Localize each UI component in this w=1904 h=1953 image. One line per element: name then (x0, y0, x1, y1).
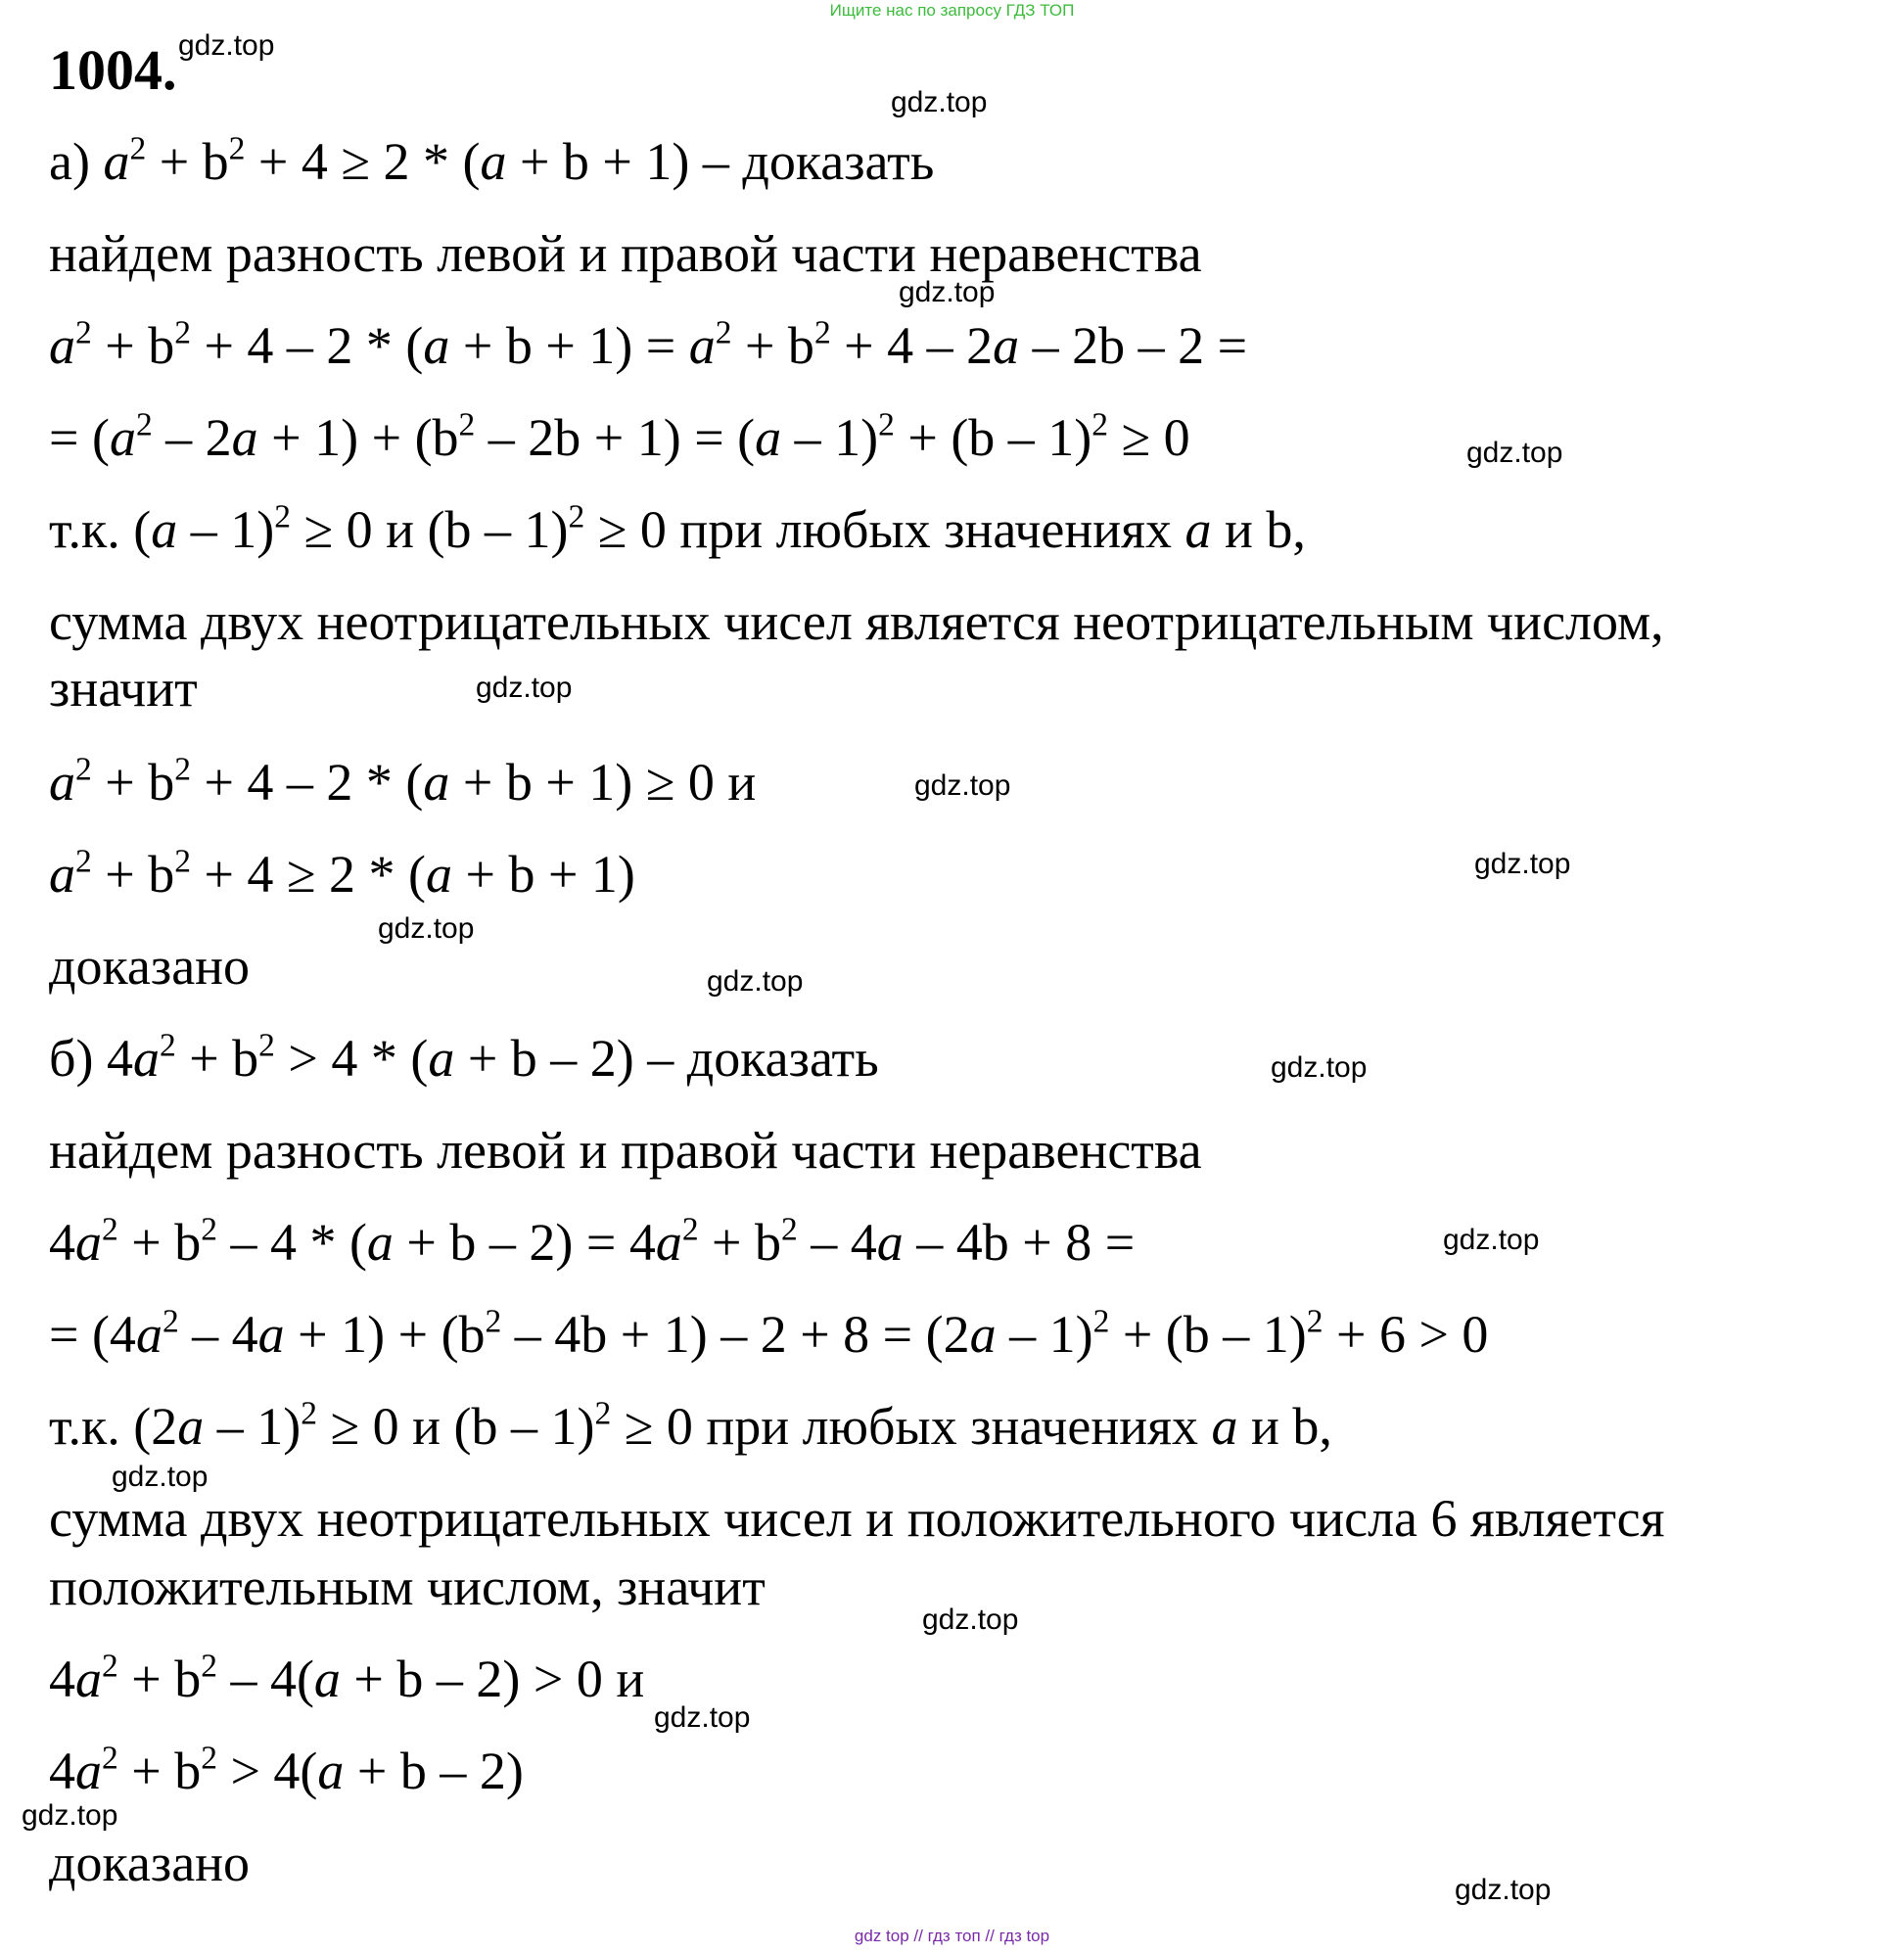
part-a-group: = $(a^2 - 2a + 1) + (b^2 - 2b + 1) = (a - 1)^2 + (b - 1)^2 \ge 0$ (49, 406, 1190, 467)
part-a-reason: т.к. (a – 1)$^2$ ≥ 0 и (b – 1)$^2$ ≥ 0 при любых значениях a и b, (49, 498, 1306, 559)
watermark: gdz.top (1443, 1224, 1540, 1256)
watermark: gdz.top (1474, 848, 1571, 880)
watermark: gdz.top (922, 1604, 1019, 1636)
part-a-result-2: $a^2 + b^2 + 4 \ge 2 * (a + b + 1)$ (49, 843, 635, 904)
part-a-proved: доказано (49, 937, 251, 996)
part-b-proved: доказано (49, 1834, 251, 1892)
part-b-conclusion-1: сумма двух неотрицательных чисел и положительного числа 6 является (49, 1489, 1665, 1548)
part-a-conclusion-1: сумма двух неотрицательных чисел является неотрицательным числом, (49, 592, 1664, 651)
watermark: gdz.top (1271, 1051, 1368, 1084)
watermark: gdz.top (891, 86, 988, 118)
part-a-find-difference: найдем разность левой и правой части неравенства (49, 224, 1202, 283)
watermark: gdz.top (654, 1701, 751, 1734)
watermark: gdz.top (1455, 1874, 1552, 1906)
watermark: gdz.top (476, 672, 573, 704)
part-b-result-2: $4a^2 + b^2 > 4(a + b - 2)$ (49, 1740, 524, 1800)
part-b-statement: б) $4a^2 + b^2 > 4 * (a + b - 2)$ – доказать (49, 1027, 879, 1088)
watermark: gdz.top (178, 29, 275, 62)
footer-links: gdz top // гдз топ // гдз top (854, 1927, 1050, 1945)
watermark: gdz.top (899, 276, 996, 308)
part-a-statement: а) $a^2 + b^2 + 4 \ge 2 * (a + b + 1)$ – доказать (49, 130, 935, 191)
top-banner: Ищите нас по запросу ГДЗ ТОП (829, 1, 1075, 20)
part-a-conclusion-2: значит (49, 659, 198, 718)
part-a-expand: $a^2 + b^2 + 4 - 2 * (a + b + 1) = a^2 + b^2 + 4 - 2a - 2b - 2$ = (49, 314, 1248, 375)
part-b-reason: т.к. (2a – 1)$^2$ ≥ 0 и (b – 1)$^2$ ≥ 0 при любых значениях a и b, (49, 1395, 1332, 1456)
watermark: gdz.top (22, 1799, 118, 1832)
part-b-conclusion-2: положительным числом, значит (49, 1558, 766, 1616)
watermark: gdz.top (707, 965, 804, 998)
part-b-expand: $4a^2 + b^2 - 4 * (a + b - 2) = 4a^2 + b^2 - 4a - 4b + 8$ = (49, 1211, 1136, 1272)
watermark: gdz.top (1466, 437, 1563, 469)
part-b-result-1: $4a^2 + b^2 - 4(a + b - 2) > 0$ и (49, 1648, 645, 1708)
watermark: gdz.top (378, 912, 475, 945)
part-b-find-difference: найдем разность левой и правой части неравенства (49, 1121, 1202, 1180)
watermark: gdz.top (914, 769, 1011, 802)
part-a-result-1: $a^2 + b^2 + 4 - 2 * (a + b + 1) \ge 0$ и (49, 751, 757, 812)
watermark: gdz.top (112, 1461, 209, 1493)
task-number: 1004. (49, 38, 177, 102)
part-b-group: = $(4a^2 - 4a + 1) + (b^2 - 4b + 1) - 2 + 8 = (2a - 1)^2 + (b - 1)^2 + 6 > 0$ (49, 1303, 1489, 1364)
